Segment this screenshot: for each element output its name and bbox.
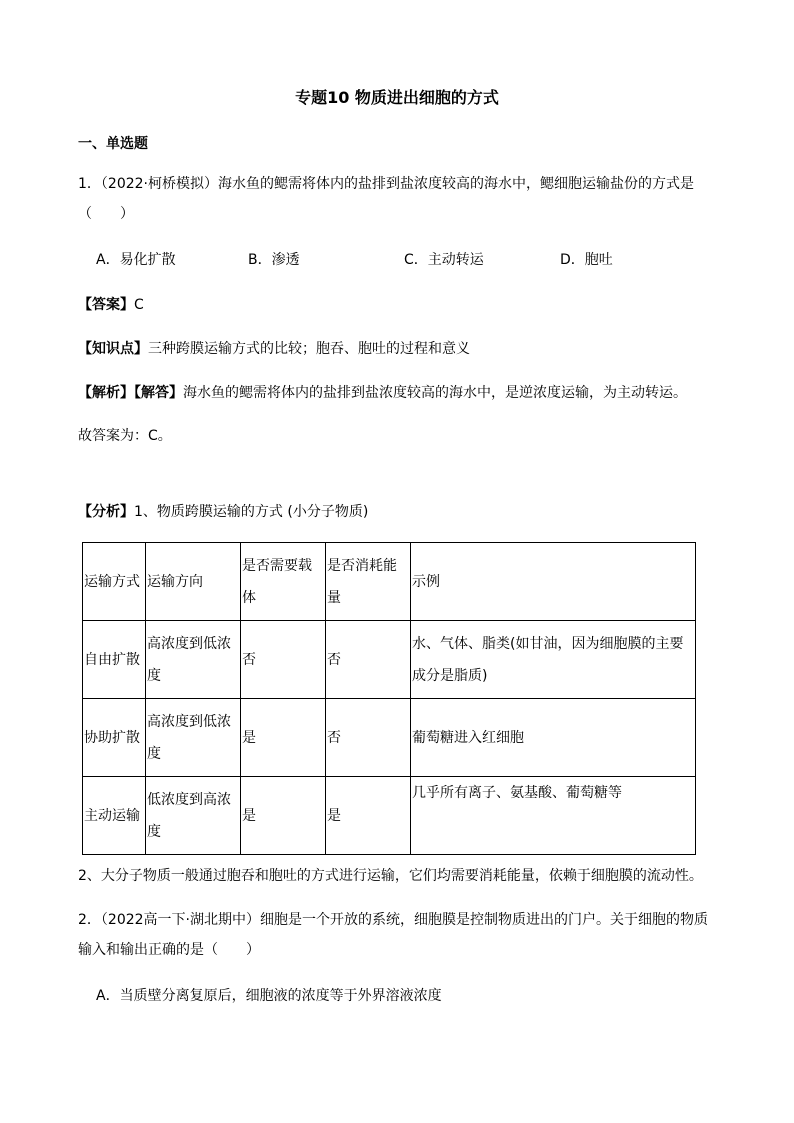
table-cell: 低浓度到高浓度: [146, 777, 241, 855]
q1-fenxi-line: [78, 502, 368, 522]
answer-value: C: [134, 297, 144, 313]
table-header-cell: 是否需要载体: [241, 543, 326, 621]
table-cell: 否: [326, 621, 411, 699]
table-cell: 几乎所有离子、氨基酸、葡萄糖等: [411, 777, 696, 855]
q1-answer-line: [78, 295, 144, 315]
q1-note2: 2、大分子物质一般通过胞吞和胞吐的方式进行运输，它们均需要消耗能量，依赖于细胞膜的流动性。: [78, 868, 703, 884]
table-header-cell: 运输方向: [146, 543, 241, 621]
answer-label: 【答案】: [78, 297, 134, 313]
table-cell: 自由扩散: [83, 621, 146, 699]
q1-knowledge-line: [78, 339, 470, 359]
table-cell: 协助扩散: [83, 699, 146, 777]
q1-stem-line2: （ ）: [78, 206, 134, 222]
table-cell: 高浓度到低浓度: [146, 699, 241, 777]
table-cell: 是: [241, 777, 326, 855]
page-title: 专题10 物质进出细胞的方式: [295, 88, 499, 107]
q1-stem-line1: 1．（2022·柯桥模拟）海水鱼的鳃需将体内的盐排到盐浓度较高的海水中，鳃细胞运输盐份的方式是: [78, 176, 694, 192]
q2-option-a: A．当质壁分离复原后，细胞液的浓度等于外界溶液浓度: [96, 988, 442, 1004]
fenxi-text: 1、物质跨膜运输的方式 (小分子物质): [134, 504, 369, 520]
analysis-text: 海水鱼的鳃需将体内的盐排到盐浓度较高的海水中，是逆浓度运输，为主动转运。: [183, 385, 687, 401]
table-header-cell: 示例: [411, 543, 696, 621]
table-cell: 是: [241, 699, 326, 777]
table-cell: 否: [326, 699, 411, 777]
q1-option-d: D．胞吐: [560, 252, 613, 268]
q1-option-b: B．渗透: [248, 252, 300, 268]
q1-option-c: C．主动转运: [404, 252, 484, 268]
knowledge-label: 【知识点】: [78, 341, 148, 357]
q1-analysis-line: [78, 383, 687, 403]
table-cell: 葡萄糖进入红细胞: [411, 699, 696, 777]
table-cell: 是: [326, 777, 411, 855]
table-cell: 主动运输: [83, 777, 146, 855]
q1-option-a: A．易化扩散: [96, 252, 176, 268]
transport-table: [82, 542, 696, 855]
table-header-cell: 是否消耗能量: [326, 543, 411, 621]
q2-stem-line2: 输入和输出正确的是（ ）: [78, 942, 260, 958]
q1-conclusion: 故答案为：C。: [78, 428, 172, 444]
table-cell: 水、气体、脂类(如甘油，因为细胞膜的主要成分是脂质): [411, 621, 696, 699]
table-cell: 高浓度到低浓度: [146, 621, 241, 699]
table-cell: 否: [241, 621, 326, 699]
knowledge-text: 三种跨膜运输方式的比较；胞吞、胞吐的过程和意义: [148, 341, 470, 357]
section-heading: 一、单选题: [78, 136, 148, 152]
table-header-cell: 运输方式: [83, 543, 146, 621]
table-header-row: [83, 543, 696, 621]
table-row: [83, 777, 696, 855]
fenxi-label: 【分析】: [78, 504, 134, 520]
analysis-label: 【解析】【解答】: [78, 385, 183, 401]
q2-stem-line1: 2．（2022高一下·湖北期中）细胞是一个开放的系统，细胞膜是控制物质进出的门户。关于细胞的物质: [78, 912, 708, 928]
table-row: [83, 699, 696, 777]
table-row: [83, 621, 696, 699]
